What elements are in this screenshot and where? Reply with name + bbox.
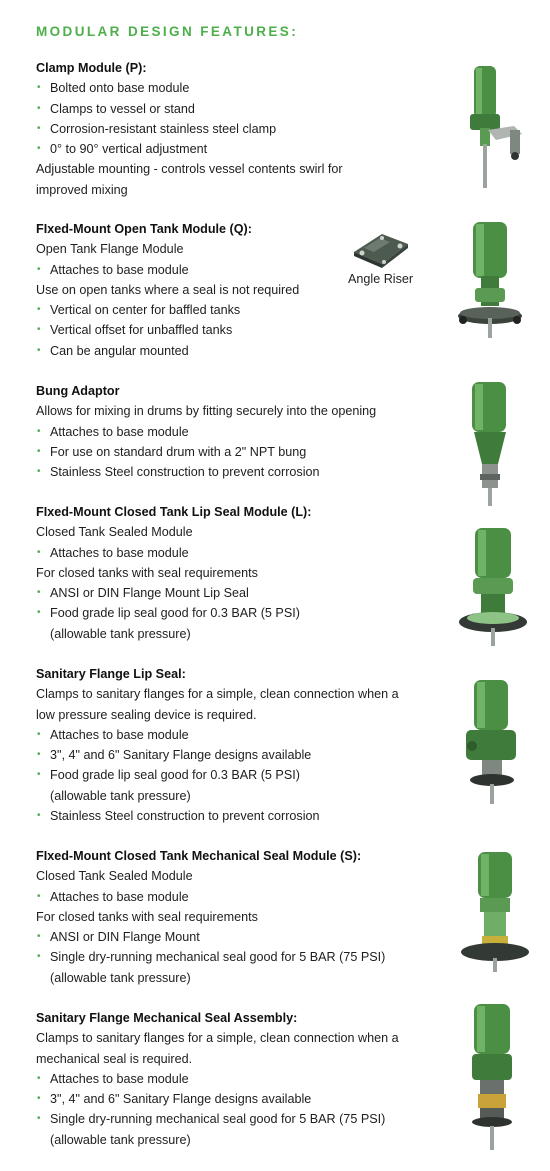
body-text: Clamps to sanitary flanges for a simple, clean connection when a xyxy=(36,1031,399,1046)
bullet-item: • Corrosion-resistant stainless steel clamp xyxy=(36,119,436,139)
bullet-item: • 3", 4" and 6" Sanitary Flange designs available xyxy=(36,745,436,765)
body-text: mechanical seal is required. xyxy=(36,1051,193,1066)
bullet-item: • Attaches to base module xyxy=(36,887,436,907)
bullet-item: • 0° to 90° vertical adjustment xyxy=(36,139,436,159)
bullet-item: • Food grade lip seal good for 0.3 BAR (5 PSI) xyxy=(36,765,436,785)
bullet-item: • 3", 4" and 6" Sanitary Flange designs available xyxy=(36,1089,436,1109)
section-sanitary-mechanical-seal xyxy=(36,1008,436,1150)
bullet-item: • ANSI or DIN Flange Mount Lip Seal xyxy=(36,583,436,603)
bullet-item: • Attaches to base module xyxy=(36,422,436,442)
body-text: (allowable tank pressure) xyxy=(50,1132,191,1147)
bullet-item: • Vertical offset for unbaffled tanks xyxy=(36,320,436,340)
body-text: Closed Tank Sealed Module xyxy=(36,525,193,540)
bullet-item: • Attaches to base module xyxy=(36,260,436,280)
body-text: Use on open tanks where a seal is not required xyxy=(36,282,300,297)
section-title: Sanitary Flange Lip Seal: xyxy=(36,667,186,681)
section-bung-adaptor xyxy=(36,381,436,482)
bullet-item: • Food grade lip seal good for 0.3 BAR (5 PSI) xyxy=(36,603,436,623)
bullet-item: • Stainless Steel construction to prevent corrosion xyxy=(36,462,436,482)
body-text: Open Tank Flange Module xyxy=(36,242,184,257)
section-lines xyxy=(36,866,436,988)
bullet-item: • Can be angular mounted xyxy=(36,341,436,361)
bullet-item: • Single dry-running mechanical seal good for 5 BAR (75 PSI) xyxy=(36,1109,436,1129)
sanitary-lip-seal-mixer-image xyxy=(458,676,530,804)
bullet-item: • Single dry-running mechanical seal good for 5 BAR (75 PSI) xyxy=(36,947,436,967)
section-lines xyxy=(36,522,436,644)
section-title: FIxed-Mount Closed Tank Lip Seal Module (L): xyxy=(36,505,312,519)
section-lines xyxy=(36,78,436,200)
bullet-item: • Attaches to base module xyxy=(36,543,436,563)
section-title: FIxed-Mount Open Tank Module (Q): xyxy=(36,222,252,236)
section-sanitary-lip-seal xyxy=(36,664,436,826)
lip-seal-module-mixer-image xyxy=(455,524,531,646)
angle-riser-label: Angle Riser xyxy=(348,272,414,286)
bullet-item: • Vertical on center for baffled tanks xyxy=(36,300,436,320)
bullet-item: • Attaches to base module xyxy=(36,725,436,745)
section-mechanical-seal-module xyxy=(36,846,436,988)
mechanical-seal-module-mixer-image xyxy=(458,848,532,972)
body-text: (allowable tank pressure) xyxy=(50,626,191,641)
body-text: For closed tanks with seal requirements xyxy=(36,565,258,580)
body-text: (allowable tank pressure) xyxy=(50,788,191,803)
body-text: Closed Tank Sealed Module xyxy=(36,869,193,884)
body-text: For closed tanks with seal requirements xyxy=(36,909,258,924)
section-lip-seal-module xyxy=(36,502,436,644)
bullet-item: • Attaches to base module xyxy=(36,1069,436,1089)
angle-riser-image xyxy=(348,222,414,270)
sanitary-mechanical-seal-mixer-image xyxy=(458,1000,530,1150)
section-lines xyxy=(36,684,436,826)
body-text: improved mixing xyxy=(36,182,128,197)
bullet-item: • For use on standard drum with a 2" NPT bung xyxy=(36,442,436,462)
section-lines xyxy=(36,401,436,482)
clamp-module-mixer-image xyxy=(452,60,534,188)
body-text: low pressure sealing device is required. xyxy=(36,707,257,722)
section-title: FIxed-Mount Closed Tank Mechanical Seal Module (S): xyxy=(36,849,362,863)
bung-adaptor-mixer-image xyxy=(460,378,522,506)
section-title: Sanitary Flange Mechanical Seal Assembly: xyxy=(36,1011,298,1025)
open-tank-mixer-image xyxy=(455,218,527,338)
bullet-item: • ANSI or DIN Flange Mount xyxy=(36,927,436,947)
body-text: (allowable tank pressure) xyxy=(50,970,191,985)
body-text: Allows for mixing in drums by fitting securely into the opening xyxy=(36,404,377,419)
section-clamp-module xyxy=(36,58,436,200)
body-text: Clamps to sanitary flanges for a simple, clean connection when a xyxy=(36,687,399,702)
bullet-item: • Stainless Steel construction to prevent corrosion xyxy=(36,806,436,826)
section-title: Bung Adaptor xyxy=(36,384,120,398)
section-title: Clamp Module (P): xyxy=(36,61,147,75)
bullet-item: • Bolted onto base module xyxy=(36,78,436,98)
section-lines xyxy=(36,1028,436,1150)
bullet-item: • Clamps to vessel or stand xyxy=(36,99,436,119)
body-text: Adjustable mounting - controls vessel contents swirl for xyxy=(36,162,343,177)
page-heading: MODULAR DESIGN FEATURES: xyxy=(36,24,299,39)
